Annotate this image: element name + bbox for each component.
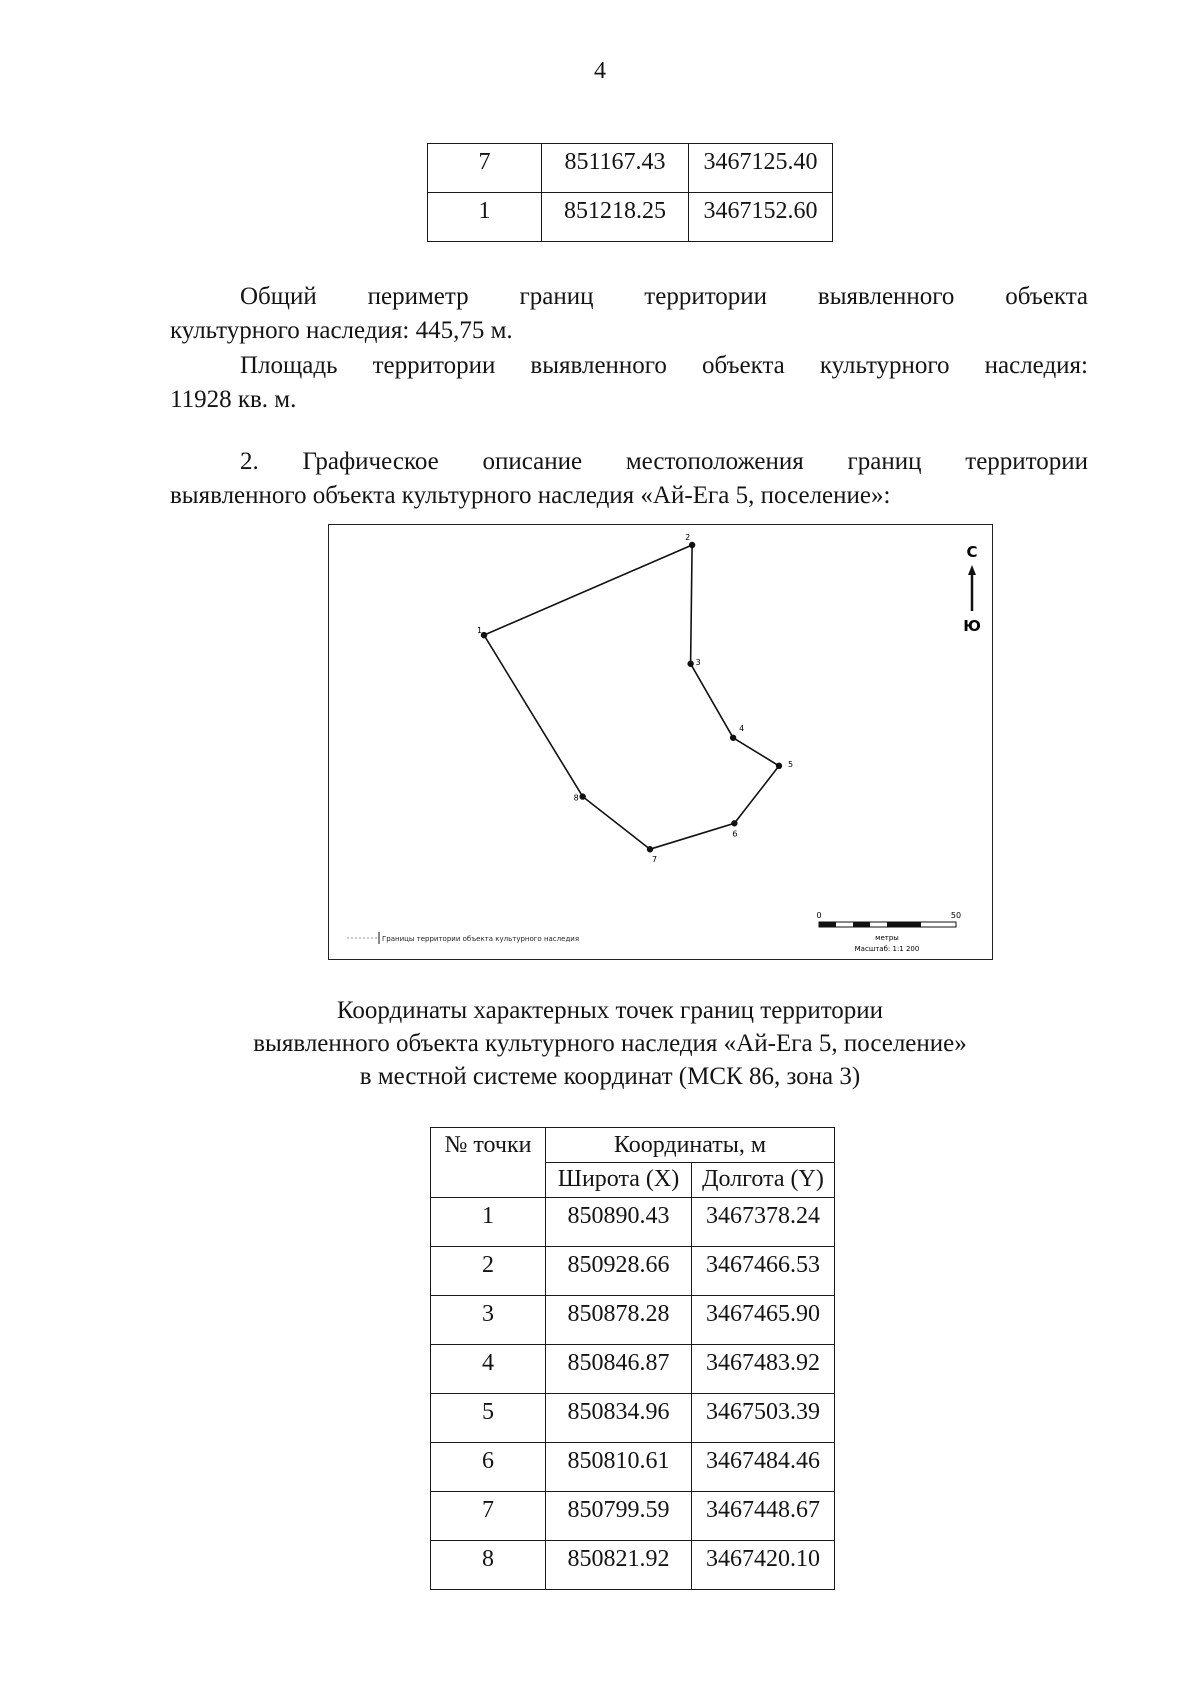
word: границ [847, 448, 922, 475]
boundary-polygon [484, 545, 779, 849]
north-arrow-icon [963, 543, 981, 635]
caption-line3: в местной системе координат (МСК 86, зона 3) [359, 1063, 861, 1090]
point-number-cell: 1 [431, 1198, 546, 1247]
table-row [431, 1394, 835, 1443]
latitude-cell: 850799.59 [546, 1492, 692, 1541]
latitude-cell: 851218.25 [542, 193, 689, 242]
scale-ratio-label: Масштаб: 1:1 200 [854, 945, 920, 953]
longitude-cell: 3467378.24 [692, 1198, 835, 1247]
north-label: С [966, 543, 978, 561]
point-number-cell: 5 [431, 1394, 546, 1443]
word: описание [482, 448, 583, 475]
boundary-point [579, 793, 585, 799]
longitude-cell: 3467448.67 [692, 1492, 835, 1541]
scale-end-label: 50 [950, 911, 962, 920]
table-row [431, 1345, 835, 1394]
perimeter-text-line2: культурного наследия: 445,75 м. [170, 317, 513, 344]
word: объекта [1005, 283, 1089, 310]
header-point-number: № точки [431, 1128, 546, 1198]
legend-text: Границы территории объекта культурного наследия [382, 935, 580, 943]
scale-units-label: метры [875, 934, 899, 942]
longitude-cell: 3467420.10 [692, 1541, 835, 1590]
longitude-cell: 3467483.92 [692, 1345, 835, 1394]
header-latitude: Широта (X) [546, 1163, 692, 1198]
word: местоположения [625, 448, 804, 475]
word: Общий [240, 283, 317, 310]
caption-line2: выявленного объекта культурного наследия «Ай-Ега 5, поселение» [253, 1030, 967, 1057]
boundary-point-label: 7 [652, 855, 658, 865]
top-coordinates-table [427, 143, 833, 242]
header-coordinates: Координаты, м [546, 1128, 835, 1163]
word: Графическое [302, 448, 439, 475]
table-row [431, 1443, 835, 1492]
point-number-cell: 4 [431, 1345, 546, 1394]
area-text-line2: 11928 кв. м. [170, 386, 297, 413]
area-text-line1: Площадь территории выявленного объекта культурного наследия: [240, 352, 1088, 379]
latitude-cell: 850846.87 [546, 1345, 692, 1394]
boundary-point-label: 3 [695, 657, 701, 667]
longitude-cell: 3467484.46 [692, 1443, 835, 1492]
latitude-cell: 850878.28 [546, 1296, 692, 1345]
point-number-cell: 7 [428, 144, 542, 193]
perimeter-text-line1 [240, 280, 1088, 314]
word: территории [644, 283, 768, 310]
table-row [431, 1296, 835, 1345]
coordinates-caption [150, 994, 1070, 1093]
table-row [431, 1541, 835, 1590]
word: 2. [240, 448, 259, 475]
word: границ [519, 283, 594, 310]
boundary-point [687, 661, 693, 667]
longitude-cell: 3467465.90 [692, 1296, 835, 1345]
point-number-cell: 1 [428, 193, 542, 242]
south-label: Ю [963, 617, 981, 635]
longitude-cell: 3467466.53 [692, 1247, 835, 1296]
table-row [431, 1198, 835, 1247]
section2-text-line2: выявленного объекта культурного наследия «Ай-Ега 5, поселение»: [170, 482, 891, 509]
coordinates-table [430, 1127, 835, 1590]
latitude-cell: 850928.66 [546, 1247, 692, 1296]
boundary-point [730, 735, 736, 741]
scale-start-label: 0 [816, 911, 822, 920]
boundary-point [647, 846, 653, 852]
table-row [428, 193, 833, 242]
longitude-cell: 3467503.39 [692, 1394, 835, 1443]
boundary-point-label: 6 [732, 829, 738, 839]
point-number-cell: 3 [431, 1296, 546, 1345]
boundary-point-label: 5 [788, 759, 794, 769]
longitude-cell: 3467152.60 [689, 193, 833, 242]
table-row [431, 1247, 835, 1296]
latitude-cell: 851167.43 [542, 144, 689, 193]
table-row [428, 144, 833, 193]
boundary-point [689, 542, 695, 548]
section2-text-line1 [240, 445, 1088, 479]
table-row [431, 1492, 835, 1541]
boundary-point [776, 763, 782, 769]
latitude-cell: 850890.43 [546, 1198, 692, 1247]
word: выявленного [817, 283, 955, 310]
boundary-point [731, 820, 737, 826]
map-legend [347, 932, 579, 944]
header-longitude: Долгота (Y) [692, 1163, 835, 1198]
latitude-cell: 850810.61 [546, 1443, 692, 1492]
boundary-point-label: 4 [739, 723, 745, 733]
boundary-map-drawing [329, 525, 991, 958]
page-number: 4 [594, 58, 606, 84]
boundary-point-label: 8 [573, 793, 579, 803]
latitude-cell: 850821.92 [546, 1541, 692, 1590]
longitude-cell: 3467125.40 [689, 144, 833, 193]
word: территории [965, 448, 1089, 475]
latitude-cell: 850834.96 [546, 1394, 692, 1443]
boundary-point-label: 2 [685, 533, 691, 542]
boundary-map [328, 524, 993, 960]
word: периметр [367, 283, 469, 310]
point-number-cell: 2 [431, 1247, 546, 1296]
boundary-point-label: 1 [477, 626, 483, 636]
point-number-cell: 6 [431, 1443, 546, 1492]
scale-bar [816, 911, 961, 953]
point-number-cell: 8 [431, 1541, 546, 1590]
point-number-cell: 7 [431, 1492, 546, 1541]
caption-line1: Координаты характерных точек границ территории [336, 997, 884, 1024]
